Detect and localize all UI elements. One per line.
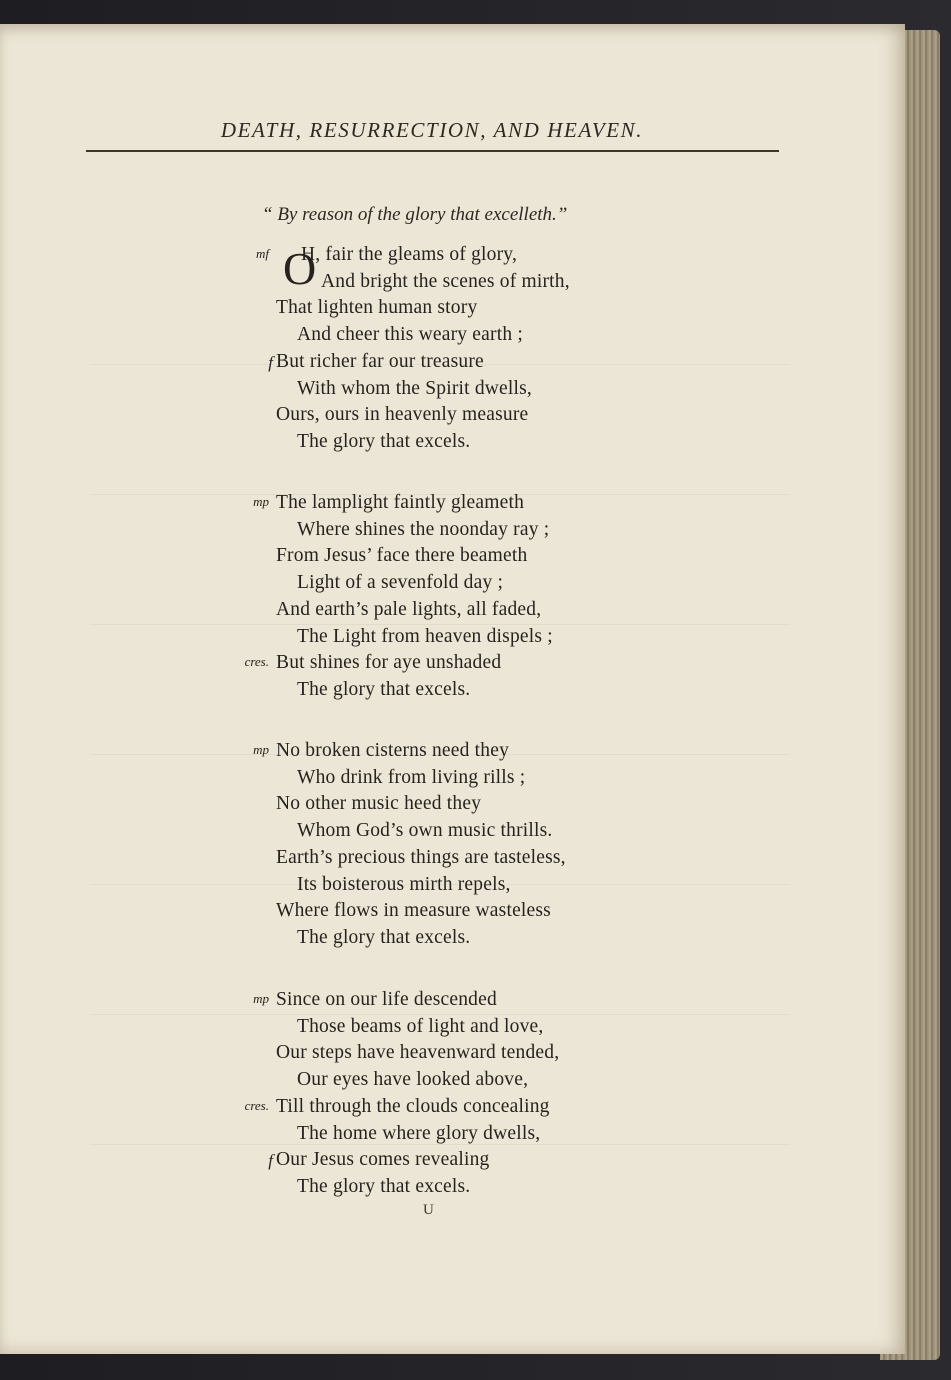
verse-line: Who drink from living rills ; [297,766,526,788]
verse-line: But richer far our treasure [276,350,484,372]
verse-line: Where shines the noonday ray ; [297,518,550,540]
verse-line: Since on our life descended [276,989,497,1010]
dynamic-marking: cres. [244,1097,269,1113]
header-rule [86,150,779,152]
verse-line: And cheer this weary earth ; [297,324,523,346]
verse-line: Its boisterous mirth repels, [297,873,511,895]
verse-line: No broken cisterns need they [276,740,510,761]
verse-line: Where flows in measure wasteless [276,900,551,922]
dynamic-marking: mp [253,991,269,1006]
verse-line: Our steps have heavenward tended, [276,1042,560,1064]
dynamic-marking: mp [253,742,269,757]
dynamic-marking: cres. [244,654,269,670]
drop-cap: O [283,243,317,294]
verse-line: Our eyes have looked above, [297,1069,529,1091]
verse-line: Till through the clouds concealing [276,1095,550,1117]
verse-line: The glory that excels. [297,1175,471,1197]
dynamic-marking: mp [253,494,269,509]
verse-line: Those beams of light and love, [297,1015,544,1037]
signature-mark: U [423,1202,434,1218]
verse-line: But shines for aye unshaded [276,652,502,674]
verse-line: Our Jesus comes revealing [276,1149,490,1171]
verse-line: And bright the scenes of mirth, [321,270,570,292]
verse-line: Whom God’s own music thrills. [297,820,553,842]
dynamic-marking: mf [256,246,269,261]
verse-line: That lighten human story [276,297,478,319]
verse-line: Light of a sevenfold day ; [297,572,504,594]
epigraph: “ By reason of the glory that excelleth.” [262,204,568,225]
verse-line: And earth’s pale lights, all faded, [276,598,542,620]
verse-line: The glory that excels. [297,430,471,452]
dynamic-marking: f [268,1151,273,1171]
verse-line: Earth’s precious things are tasteless, [276,846,566,868]
verse-line: From Jesus’ face there beameth [276,545,528,567]
verse-line: H, fair the gleams of glory, [301,244,518,265]
verse-line: The Light from heaven dispels ; [297,625,553,647]
verse-line: The glory that excels. [297,678,471,700]
running-head: DEATH, RESURRECTION, AND HEAVEN. [220,118,644,142]
verse-line: The home where glory dwells, [297,1122,541,1144]
verse-line: The glory that excels. [297,926,471,948]
verse-line: No other music heed they [276,793,482,815]
verse-line: Ours, ours in heavenly measure [276,404,529,426]
verse-line: The lamplight faintly gleameth [276,492,525,513]
verse-line: With whom the Spirit dwells, [297,377,533,399]
dynamic-marking: f [268,352,273,372]
